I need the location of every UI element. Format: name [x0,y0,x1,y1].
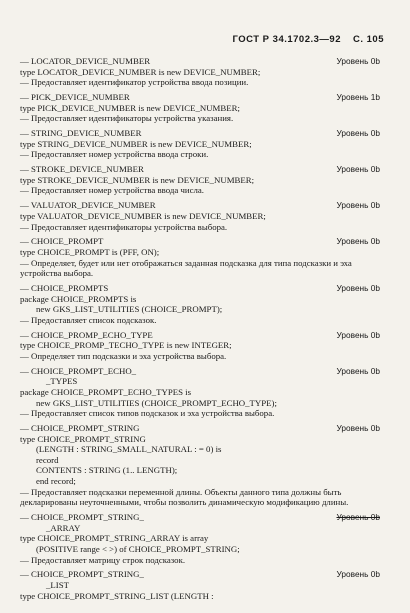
type-declaration: type STROKE_DEVICE_NUMBER is new DEVICE_NUMBER; [20,174,255,185]
type-name: — CHOICE_PROMP_ECHO_TYPE Уровень 0b [20,329,380,340]
type-declaration: type PICK_DEVICE_NUMBER is new DEVICE_NUMBER; [20,102,240,113]
type-name: — CHOICE_PROMPTS Уровень 0b [20,283,380,294]
type-declaration: type CHOICE_PROMPT is (PFF, ON); [20,246,160,257]
type-description: — Предоставляет идентификаторы устройства выбора. [20,221,228,232]
type-name: — VALUATOR_DEVICE_NUMBER Уровень 0b [20,200,380,211]
level-label: Уровень 0b [336,569,380,580]
type-description: — Предоставляет матрицу строк подсказок. [20,554,186,565]
level-label: Уровень 0b [336,164,380,175]
type-name: — CHOICE_PROMPT Уровень 0b [20,236,380,247]
type-description: — Предоставляет список подсказок. [20,314,157,325]
type-name: — LOCATOR_DEVICE_NUMBER Уровень 0b [20,56,380,66]
type-name: — STRING_DEVICE_NUMBER Уровень 0b [20,128,380,139]
record-component: CONTENTS : STRING (1.. LENGTH); [36,465,178,476]
level-label: Уровень 0b [336,283,380,294]
package-declaration: package CHOICE_PROMPT_ECHO_TYPES is [20,387,192,397]
type-declaration: type VALUATOR_DEVICE_NUMBER is new DEVICE_NUMBER; [20,210,266,221]
end-record: end record; [36,476,76,487]
type-description: — Предоставляет список типов подсказок и эха устройства выбора. [20,408,275,419]
type-description: — Предоставляет идентификаторы устройства указания. [20,113,234,124]
type-name: — CHOICE_PROMPT_ECHO_ Уровень 0b [20,365,380,376]
level-label: Уровень 0b [336,423,380,434]
type-declaration: type STRING_DEVICE_NUMBER is new DEVICE_NUMBER; [20,138,252,149]
type-description: — Определяет тип подсказки и эха устройства выбора. [20,350,227,361]
type-description: — Предоставляет подсказки переменной длины. Объекты данного типа должны быть декларированы неуточненными, чтобы позволить динамическую модификацию длины. [20,486,349,508]
type-declaration: type CHOICE_PROMPT_STRING_ARRAY is array [20,533,209,544]
document-body [20,56,384,601]
type-description: — Определяет, будет или нет отображаться заданная подсказка для типа подсказки и эха устройства выбора. [20,257,352,279]
record-keyword: record [36,454,59,465]
type-declaration: type CHOICE_PROMPT_STRING_LIST (LENGTH : [20,590,214,601]
level-label: Уровень 0b [336,329,380,340]
type-name-continuation: _TYPES [46,376,78,387]
type-name: — STROKE_DEVICE_NUMBER Уровень 0b [20,164,380,175]
type-name: — CHOICE_PROMPT_STRING_ Уровень 0b [20,569,380,580]
type-declaration: type CHOICE_PROMP_TECHO_TYPE is new INTEGER; [20,340,232,351]
level-label: Уровень 0b [336,128,380,139]
type-declaration: type LOCATOR_DEVICE_NUMBER is new DEVICE_NUMBER; [20,66,261,77]
type-description: — Предоставляет идентификатор устройства ввода позиции. [20,77,249,88]
level-label: Уровень 0b [336,200,380,211]
type-name: — CHOICE_PROMPT_STRING_ Уровень 0b [20,512,380,523]
type-name-continuation: _ARRAY [46,522,81,533]
level-label: Уровень 0b [336,236,380,247]
level-label: Уровень 0b [336,56,380,66]
type-name: — PICK_DEVICE_NUMBER Уровень 1b [20,92,380,103]
type-description: — Предоставляет номер устройства ввода числа. [20,185,204,196]
array-index: (POSITIVE range < >) of CHOICE_PROMPT_STRING; [36,543,240,554]
level-label: Уровень 1b [336,92,380,103]
type-description: — Предоставляет номер устройства ввода строки. [20,149,209,160]
package-instantiation: new GKS_LIST_UTILITIES (CHOICE_PROMPT_ECHO_TYPE); [36,397,277,408]
discriminant: (LENGTH : STRING_SMALL_NATURAL : = 0) is [36,444,222,455]
level-label: Уровень 0b [336,512,380,523]
type-declaration: type CHOICE_PROMPT_STRING [20,433,146,444]
gost-number: ГОСТ Р 34.1702.3—92 [232,34,341,45]
page-number: С. 105 [353,34,384,45]
page-header [232,34,384,45]
level-label: Уровень 0b [336,365,380,376]
package-declaration: package CHOICE_PROMPTS is [20,293,137,304]
type-name: — CHOICE_PROMPT_STRING Уровень 0b [20,423,380,434]
type-name-continuation: _LIST [46,579,69,590]
package-instantiation: new GKS_LIST_UTILITIES (CHOICE_PROMPT); [36,304,223,315]
